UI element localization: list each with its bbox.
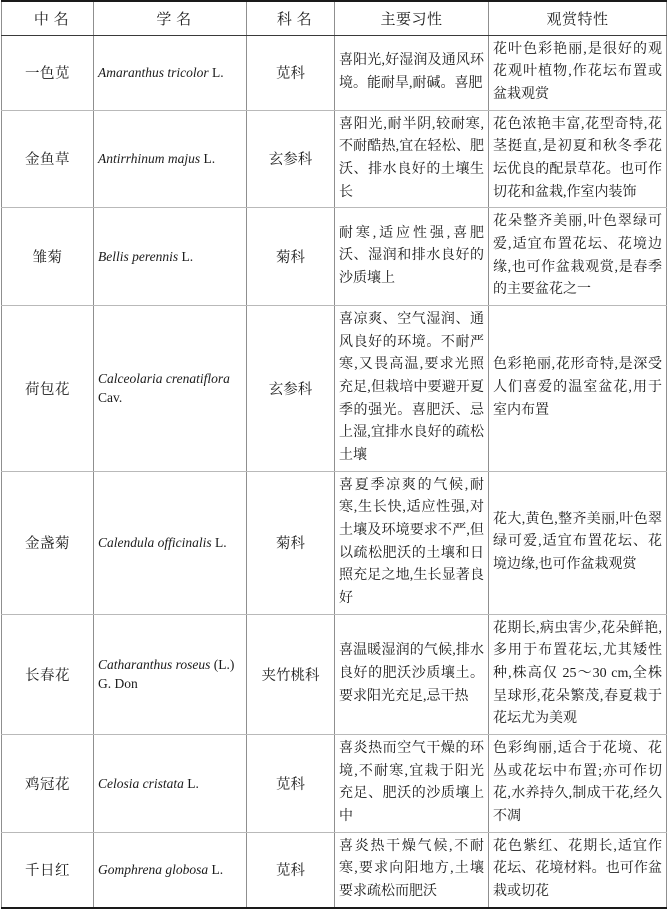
cell-family-name: 苋科: [247, 734, 335, 832]
cell-ornamental-traits: 花朵整齐美丽,叶色翠绿可爱,适宜布置花坛、花境边缘,也可作盆栽观赏,是春季的主要盆花之一: [489, 208, 667, 306]
scientific-name-binomial: Catharanthus roseus: [98, 656, 211, 672]
cell-main-habit: 喜凉爽、空气湿润、通风良好的环境。不耐严寒,又畏高温,要求光照充足,但栽培中要避开夏季的强光。喜肥沃、忌上湿,宜排水良好的疏松土壤: [335, 305, 489, 471]
cell-scientific-name: [94, 832, 247, 908]
cell-chinese-name: 长春花: [2, 614, 94, 734]
table-header-row: [2, 1, 667, 35]
cell-scientific-name: [94, 471, 247, 614]
cell-scientific-name: [94, 208, 247, 306]
table-row: [2, 305, 667, 471]
cell-family-name: 玄参科: [247, 305, 335, 471]
cell-chinese-name: 雏菊: [2, 208, 94, 306]
cell-chinese-name: 荷包花: [2, 305, 94, 471]
cell-main-habit: 喜炎热而空气干燥的环境,不耐寒,宜栽于阳光充足、肥沃的沙质壤上中: [335, 734, 489, 832]
table-row: [2, 734, 667, 832]
cell-family-name: 菊科: [247, 471, 335, 614]
cell-family-name: 苋科: [247, 832, 335, 908]
scientific-name-authority: L.: [203, 151, 216, 167]
scientific-name-binomial: Celosia cristata: [98, 775, 184, 791]
scientific-name-binomial: Bellis perennis: [98, 248, 179, 264]
cell-ornamental-traits: 色彩艳丽,花形奇特,是深受人们喜爱的温室盆花,用于室内布置: [489, 305, 667, 471]
table-row: [2, 614, 667, 734]
cell-chinese-name: 金盏菊: [2, 471, 94, 614]
cell-chinese-name: 金鱼草: [2, 110, 94, 208]
cell-chinese-name: 一色苋: [2, 35, 94, 110]
cell-chinese-name: 鸡冠花: [2, 734, 94, 832]
scientific-name-binomial: Antirrhinum majus: [98, 151, 201, 167]
table-row: [2, 35, 667, 110]
cell-ornamental-traits: 花大,黄色,整齐美丽,叶色翠绿可爱,适宜布置花坛、花境边缘,也可作盆栽观赏: [489, 471, 667, 614]
cell-scientific-name: [94, 305, 247, 471]
scientific-name-authority: L.: [212, 64, 224, 80]
column-header-scientific-name: 学 名: [94, 1, 247, 35]
scientific-name-authority: (L.) G. Don: [98, 656, 235, 692]
cell-family-name: 玄参科: [247, 110, 335, 208]
cell-family-name: 菊科: [247, 208, 335, 306]
table-row: [2, 208, 667, 306]
cell-family-name: 夹竹桃科: [247, 614, 335, 734]
scientific-name-binomial: Calceolaria crenatiflora: [98, 370, 230, 386]
cell-main-habit: 喜炎热干燥气候,不耐寒,要求向阳地方,土壤要求疏松而肥沃: [335, 832, 489, 908]
scientific-name-binomial: Gomphrena globosa: [98, 861, 209, 877]
table-body: [2, 35, 667, 908]
scientific-name-authority: L.: [215, 534, 227, 550]
plant-species-table: [1, 0, 667, 909]
cell-ornamental-traits: 花色紫红、花期长,适宜作花坛、花境材料。也可作盆栽或切花: [489, 832, 667, 908]
cell-main-habit: 喜阳光,耐半阴,较耐寒,不耐酷热,宜在轻松、肥沃、排水良好的土壤生长: [335, 110, 489, 208]
cell-scientific-name: [94, 614, 247, 734]
scientific-name-authority: L.: [187, 775, 199, 791]
table-row: [2, 110, 667, 208]
scientific-name-binomial: Calendula officinalis: [98, 534, 212, 550]
cell-scientific-name: [94, 35, 247, 110]
column-header-family-name: 科 名: [247, 1, 335, 35]
table-header: [2, 1, 667, 35]
cell-scientific-name: [94, 110, 247, 208]
cell-family-name: 苋科: [247, 35, 335, 110]
cell-main-habit: 喜温暖湿润的气候,排水良好的肥沃沙质壤土。要求阳光充足,忌干热: [335, 614, 489, 734]
cell-ornamental-traits: 花色浓艳丰富,花型奇特,花茎挺直,是初夏和秋冬季花坛优良的配景草花。也可作切花和盆栽,作室内装饰: [489, 110, 667, 208]
scientific-name-authority: L.: [211, 861, 224, 877]
column-header-ornamental-traits: 观赏特性: [489, 1, 667, 35]
column-header-main-habit: 主要习性: [335, 1, 489, 35]
table-row: [2, 471, 667, 614]
cell-scientific-name: [94, 734, 247, 832]
cell-main-habit: 喜阳光,好湿润及通风环境。能耐旱,耐碱。喜肥: [335, 35, 489, 110]
cell-main-habit: 耐寒,适应性强,喜肥沃、湿润和排水良好的沙质壤上: [335, 208, 489, 306]
scientific-name-authority: L.: [181, 248, 194, 264]
table-row: [2, 832, 667, 908]
scientific-name-binomial: Amaranthus tricolor: [98, 64, 209, 80]
scientific-name-authority: Cav.: [98, 390, 123, 406]
column-header-chinese-name: 中 名: [2, 1, 94, 35]
cell-ornamental-traits: 色彩绚丽,适合于花境、花丛或花坛中布置;亦可作切花,水养持久,制成干花,经久不凋: [489, 734, 667, 832]
cell-ornamental-traits: 花叶色彩艳丽,是很好的观花观叶植物,作花坛布置或盆栽观赏: [489, 35, 667, 110]
cell-ornamental-traits: 花期长,病虫害少,花朵鲜艳,多用于布置花坛,尤其矮性种,株高仅 25～30 cm,全株呈球形,花朵繁茂,春夏栽于花坛尤为美观: [489, 614, 667, 734]
cell-main-habit: 喜夏季凉爽的气候,耐寒,生长快,适应性强,对土壤及环境要求不严,但以疏松肥沃的土壤和日照充足之地,生长显著良好: [335, 471, 489, 614]
cell-chinese-name: 千日红: [2, 832, 94, 908]
